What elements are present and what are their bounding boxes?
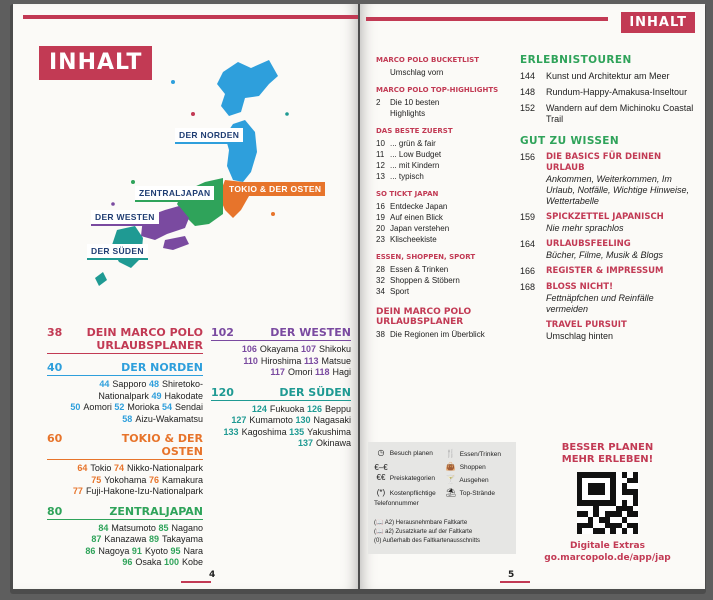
toc-column-right bbox=[520, 54, 695, 347]
toc-section bbox=[47, 361, 203, 425]
toc-page-number: 75 bbox=[91, 474, 102, 485]
toc-item-label: ... mit Kindern bbox=[390, 161, 440, 170]
toc-page-number: 100 bbox=[163, 557, 179, 567]
toc-page-number: 16 bbox=[376, 202, 385, 211]
toc-line bbox=[211, 404, 351, 416]
legend-row bbox=[444, 487, 510, 500]
toc-place: Nara bbox=[183, 545, 203, 556]
toc-place: Yakushima bbox=[307, 426, 351, 437]
toc-item-label: Highlights bbox=[390, 109, 426, 118]
toc-page-number: 86 bbox=[85, 545, 96, 556]
toc-place: Matsue bbox=[321, 355, 351, 366]
toc-section bbox=[47, 505, 203, 569]
toc-line bbox=[47, 379, 203, 391]
toc-page-number: 44 bbox=[99, 379, 110, 389]
promo-headline: BESSER PLANEN bbox=[561, 442, 654, 453]
info-desc: Nie mehr sprachlos bbox=[546, 223, 624, 233]
toc-page-number: 117 bbox=[270, 367, 285, 377]
toc-section-heading bbox=[211, 326, 351, 341]
toc-page-number: 32 bbox=[376, 276, 385, 285]
toc-section-heading bbox=[47, 361, 203, 376]
toc-page-number: 159 bbox=[520, 212, 536, 222]
toc-page-number: 20 bbox=[376, 224, 385, 233]
page-title: INHALT bbox=[39, 46, 152, 80]
toc-heading: SO TICKT JAPAN bbox=[376, 190, 439, 198]
toc-place: Fukuoka bbox=[269, 403, 305, 414]
erlebnistouren-heading: ERLEBNISTOUREN bbox=[520, 54, 632, 66]
top-rule bbox=[366, 17, 608, 21]
toc-place: Beppu bbox=[324, 403, 351, 414]
info-desc: Umschlag hinten bbox=[546, 331, 614, 341]
legend-label: Ausgehen bbox=[457, 477, 489, 484]
toc-line bbox=[47, 534, 203, 546]
info-desc: Bücher, Filme, Musik & Blogs bbox=[546, 250, 664, 260]
toc-item bbox=[376, 286, 506, 297]
map-label-osten: TOKIO & DER OSTEN bbox=[225, 182, 325, 196]
toc-item-label: Auf einen Blick bbox=[390, 213, 443, 222]
toc-page-number: 76 bbox=[148, 474, 159, 485]
info-text bbox=[546, 282, 695, 315]
tour-item bbox=[520, 71, 695, 82]
legend-symbol: €–€€€ bbox=[374, 463, 388, 482]
page-number: 4 bbox=[209, 570, 216, 580]
promo-footer-label: Digitale Extras bbox=[570, 541, 645, 551]
legend-symbol: (*) bbox=[376, 488, 386, 497]
toc-item bbox=[376, 171, 506, 182]
toc-page-number: 74 bbox=[113, 463, 124, 473]
toc-page-number: 148 bbox=[520, 87, 536, 97]
toc-line bbox=[47, 463, 203, 475]
toc-line bbox=[47, 546, 203, 558]
toc-page-number: 164 bbox=[520, 239, 536, 249]
toc-page-number: 23 bbox=[376, 235, 385, 244]
toc-page-number: 34 bbox=[376, 287, 385, 296]
toc-item bbox=[376, 223, 506, 234]
toc-item bbox=[376, 97, 506, 108]
toc-page-number: 133 bbox=[223, 426, 239, 437]
page-number-rule bbox=[181, 581, 211, 583]
legend-symbol: ⛱ bbox=[445, 488, 456, 497]
toc-page-number: 166 bbox=[520, 266, 536, 276]
info-text bbox=[546, 152, 695, 207]
toc-section-heading bbox=[47, 505, 203, 520]
toc-page-number: 50 bbox=[70, 402, 81, 412]
toc-item-label: ... Low Budget bbox=[390, 150, 442, 159]
toc-page-number bbox=[520, 320, 546, 342]
toc-place: Tokio bbox=[90, 463, 112, 473]
toc-section-items bbox=[211, 404, 351, 450]
legend-label: Essen/Trinken bbox=[457, 451, 502, 458]
toc-place: Kyoto bbox=[144, 545, 168, 556]
info-title: BLOSS NICHT! bbox=[546, 282, 613, 292]
toc-place: Hakodate bbox=[164, 390, 203, 401]
book-spread bbox=[10, 4, 706, 594]
toc-item bbox=[376, 212, 506, 223]
toc-item bbox=[376, 275, 506, 286]
toc-section-page: 102 bbox=[211, 326, 234, 339]
toc-page-number: 84 bbox=[98, 522, 109, 533]
toc-page-number: 96 bbox=[122, 557, 133, 567]
toc-item bbox=[376, 67, 506, 78]
legend-map-reference: (0) Außerhalb des Faltkartenausschnitts bbox=[374, 538, 481, 544]
toc-heading: DAS BESTE ZUERST bbox=[376, 127, 453, 135]
info-title: URLAUBSFEELING bbox=[546, 239, 631, 249]
toc-line bbox=[211, 356, 351, 368]
legend-map-reference: (📖 A2) Herausnehmbare Faltkarte bbox=[374, 520, 468, 526]
toc-heading: MARCO POLO TOP-HIGHLIGHTS bbox=[376, 86, 499, 94]
map-region-shikoku bbox=[163, 236, 189, 250]
toc-section-heading bbox=[211, 386, 351, 401]
toc-page-number: 10 bbox=[376, 139, 385, 148]
toc-page-number: 152 bbox=[520, 103, 536, 113]
legend-map-reference: (📖 a2) Zusatzkarte auf der Faltkarte bbox=[374, 529, 473, 535]
toc-place: Shiretoko- bbox=[161, 379, 203, 389]
legend-symbol: ◷ bbox=[377, 448, 385, 457]
toc-place: Kumamoto bbox=[249, 415, 293, 425]
toc-place: Yokohama bbox=[104, 474, 147, 485]
toc-place: Takayama bbox=[161, 534, 203, 544]
page-number: 5 bbox=[508, 570, 515, 580]
toc-page-number: 87 bbox=[91, 534, 102, 544]
toc-line bbox=[211, 427, 351, 439]
legend-label: Kostenpflichtige Telefonnummer bbox=[374, 490, 436, 507]
toc-section-title: DER NORDEN bbox=[121, 361, 203, 374]
toc-line bbox=[211, 438, 351, 450]
toc-place: Nikko-Nationalpark bbox=[126, 463, 203, 473]
toc-section-items bbox=[47, 379, 203, 425]
toc-section-items bbox=[47, 523, 203, 569]
legend-label: Besuch planen bbox=[388, 450, 433, 457]
toc-page-number: 52 bbox=[114, 402, 125, 412]
info-item bbox=[520, 266, 695, 277]
tour-title: Wandern auf dem Michinoku Coastal Trail bbox=[546, 103, 694, 124]
info-item bbox=[520, 239, 695, 261]
legend-row bbox=[374, 463, 444, 484]
toc-item-label: Japan verstehen bbox=[390, 224, 450, 233]
toc-item bbox=[376, 160, 506, 171]
toc-place: Okinawa bbox=[315, 438, 351, 448]
info-item bbox=[520, 320, 695, 342]
toc-column-left bbox=[376, 56, 506, 340]
toc-heading: MARCO POLO BUCKETLIST bbox=[376, 56, 479, 64]
qr-code[interactable] bbox=[577, 472, 639, 534]
info-title: TRAVEL PURSUIT bbox=[546, 320, 627, 330]
toc-place: Nationalpark bbox=[98, 390, 149, 401]
toc-place: Nagasaki bbox=[313, 415, 351, 425]
toc-item-label: Essen & Trinken bbox=[390, 265, 449, 274]
toc-page-number: 110 bbox=[243, 355, 258, 366]
toc-place: Morioka bbox=[127, 402, 160, 412]
legend-row bbox=[374, 448, 444, 459]
toc-place: Aomori bbox=[83, 402, 112, 412]
toc-place: Aizu-Wakamatsu bbox=[135, 413, 203, 424]
toc-item bbox=[376, 149, 506, 160]
digital-extras-promo bbox=[520, 442, 695, 564]
map-label-westen: DER WESTEN bbox=[91, 210, 159, 226]
info-text bbox=[546, 266, 664, 277]
toc-column-right bbox=[211, 326, 351, 457]
toc-page-number: 49 bbox=[151, 390, 162, 401]
toc-section-page: 80 bbox=[47, 504, 63, 518]
toc-line bbox=[47, 523, 203, 535]
toc-page-number: 48 bbox=[148, 379, 159, 389]
toc-place: Matsumoto bbox=[111, 522, 156, 533]
toc-place: Kagoshima bbox=[241, 426, 287, 437]
toc-item bbox=[376, 108, 506, 119]
toc-place: Kanazawa bbox=[104, 534, 147, 544]
toc-item-label: Shoppen & Stöbern bbox=[390, 276, 460, 285]
toc-item-label: Umschlag vorn bbox=[390, 68, 444, 77]
toc-item-label: Entdecke Japan bbox=[390, 202, 448, 211]
toc-line bbox=[47, 475, 203, 487]
toc-line bbox=[47, 414, 203, 426]
toc-page-number: 12 bbox=[376, 161, 385, 170]
toc-section-items bbox=[47, 463, 203, 498]
toc-section bbox=[47, 432, 203, 498]
toc-section-title: DER WESTEN bbox=[270, 326, 351, 339]
legend-label: Preiskategorien bbox=[388, 475, 435, 482]
toc-page-number: 156 bbox=[520, 152, 536, 162]
toc-page-number: 54 bbox=[161, 402, 172, 412]
toc-item bbox=[376, 138, 506, 149]
toc-place: Nagano bbox=[171, 522, 203, 533]
toc-place: Nagoya bbox=[98, 545, 130, 556]
promo-headline: MEHR ERLEBEN! bbox=[561, 454, 654, 465]
legend-symbol: 🍴 bbox=[445, 449, 456, 458]
legend-row bbox=[444, 474, 510, 487]
legend-symbol: 🍸 bbox=[445, 475, 456, 484]
legend-label: Shoppen bbox=[457, 464, 486, 471]
promo-url[interactable]: go.marcopolo.de/app/jap bbox=[544, 553, 671, 563]
right-page bbox=[360, 4, 705, 589]
toc-item bbox=[376, 329, 506, 340]
toc-page-number: 135 bbox=[289, 426, 305, 437]
toc-item-label: ... typisch bbox=[390, 172, 424, 181]
map-label-sueden: DER SÜDEN bbox=[87, 244, 148, 260]
toc-section-title: TOKIO & DER OSTEN bbox=[121, 432, 203, 458]
toc-place: Omori bbox=[287, 367, 313, 377]
toc-line bbox=[211, 367, 351, 379]
toc-page-number: 168 bbox=[520, 282, 536, 292]
toc-page-number: 127 bbox=[231, 415, 247, 425]
toc-place: Kobe bbox=[181, 557, 203, 567]
legend-row bbox=[444, 461, 510, 474]
toc-section bbox=[47, 326, 203, 354]
toc-page-number: 38 bbox=[376, 330, 385, 339]
toc-page-number: 77 bbox=[72, 486, 83, 496]
info-text bbox=[546, 212, 664, 234]
info-title: SPICKZETTEL JAPANISCH bbox=[546, 212, 664, 222]
toc-page-number: 113 bbox=[303, 355, 319, 366]
toc-section-title: ZENTRALJAPAN bbox=[109, 504, 203, 518]
toc-section bbox=[211, 386, 351, 450]
info-desc: Ankommen, Weiterkommen, Im Urlaub, Notfälle, Wichtige Hinweise, Wettertabelle bbox=[546, 174, 689, 206]
toc-place: Kamakura bbox=[161, 474, 203, 485]
toc-page-number: 11 bbox=[376, 150, 385, 159]
legend-label: Top-Strände bbox=[457, 490, 495, 497]
toc-heading: DEIN MARCO POLO URLAUBSPLANER bbox=[376, 307, 472, 327]
toc-place: Hiroshima bbox=[260, 355, 302, 366]
toc-line bbox=[47, 391, 203, 403]
toc-page-number: 19 bbox=[376, 213, 385, 222]
toc-item-label: ... grün & fair bbox=[390, 139, 436, 148]
toc-page-number bbox=[376, 67, 390, 78]
toc-column-left bbox=[47, 326, 203, 576]
toc-page-number: 130 bbox=[295, 415, 311, 425]
toc-item-label: Die 10 besten bbox=[390, 98, 440, 107]
toc-page-number: 107 bbox=[300, 344, 316, 354]
toc-section-page: 40 bbox=[47, 361, 63, 374]
toc-section-title: DER SÜDEN bbox=[279, 385, 351, 399]
toc-section-page: 120 bbox=[211, 385, 234, 399]
top-rule bbox=[23, 15, 358, 19]
toc-page-number: 85 bbox=[158, 522, 169, 533]
toc-section-page: 38 bbox=[47, 326, 63, 339]
info-title: REGISTER & IMPRESSUM bbox=[546, 266, 664, 276]
toc-place: Hagi bbox=[332, 367, 351, 377]
gut-zu-wissen-heading: GUT ZU WISSEN bbox=[520, 135, 620, 147]
legend-symbol: 👜 bbox=[445, 462, 456, 471]
toc-place: Sapporo bbox=[112, 379, 147, 389]
toc-line bbox=[47, 486, 203, 498]
tour-item bbox=[520, 87, 695, 98]
toc-item-label: Sport bbox=[390, 287, 410, 296]
toc-page-number bbox=[376, 108, 390, 119]
info-item bbox=[520, 282, 695, 315]
toc-page-number: 58 bbox=[122, 413, 133, 424]
info-title: DIE BASICS FÜR DEINEN URLAUB bbox=[546, 152, 662, 173]
toc-page-number: 2 bbox=[376, 98, 381, 107]
page-header: INHALT bbox=[621, 12, 695, 33]
toc-place: Shikoku bbox=[318, 344, 351, 354]
toc-section-heading bbox=[47, 432, 203, 460]
toc-line bbox=[211, 415, 351, 427]
tour-title: Kunst und Architektur am Meer bbox=[546, 71, 670, 81]
toc-section-title: DEIN MARCO POLO URLAUBSPLANER bbox=[86, 326, 203, 352]
info-item bbox=[520, 152, 695, 207]
info-text bbox=[546, 239, 663, 261]
toc-item-label: Klischeekiste bbox=[390, 235, 437, 244]
map-region-norden-hokkaido bbox=[217, 60, 278, 116]
toc-heading: ESSEN, SHOPPEN, SPORT bbox=[376, 253, 476, 261]
toc-place: Osaka bbox=[135, 557, 162, 567]
toc-section-items bbox=[211, 344, 351, 379]
toc-section-heading bbox=[47, 326, 203, 354]
toc-page-number: 124 bbox=[251, 403, 267, 414]
toc-line bbox=[47, 557, 203, 569]
toc-item bbox=[376, 264, 506, 275]
toc-page-number: 144 bbox=[520, 71, 536, 81]
map-region-okinawa bbox=[95, 272, 107, 286]
left-page bbox=[13, 4, 358, 589]
toc-line bbox=[211, 344, 351, 356]
toc-place: Sendai bbox=[174, 402, 203, 412]
toc-page-number: 64 bbox=[77, 463, 88, 473]
toc-page-number: 95 bbox=[170, 545, 181, 556]
toc-page-number: 91 bbox=[131, 545, 142, 556]
info-text bbox=[546, 320, 627, 342]
toc-page-number: 126 bbox=[306, 403, 322, 414]
legend-row bbox=[374, 488, 444, 509]
map-label-zentral: ZENTRALJAPAN bbox=[135, 186, 214, 202]
toc-item bbox=[376, 234, 506, 245]
toc-page-number: 137 bbox=[297, 438, 313, 448]
toc-page-number: 28 bbox=[376, 265, 385, 274]
legend-row bbox=[444, 448, 510, 461]
tour-title: Rundum-Happy-Amakusa-Inseltour bbox=[546, 87, 688, 97]
toc-page-number: 13 bbox=[376, 172, 385, 181]
toc-page-number: 118 bbox=[314, 367, 330, 377]
toc-page-number: 106 bbox=[241, 344, 257, 354]
tour-item bbox=[520, 103, 695, 125]
page-number-rule bbox=[500, 581, 530, 583]
toc-page-number: 89 bbox=[148, 534, 159, 544]
map-label-norden: DER NORDEN bbox=[175, 128, 243, 144]
toc-section bbox=[211, 326, 351, 379]
info-desc: Fettnäpfchen und Reinfälle vermeiden bbox=[546, 293, 654, 314]
toc-place: Fuji-Hakone-Izu-Nationalpark bbox=[85, 486, 203, 496]
toc-section-page: 60 bbox=[47, 432, 63, 445]
toc-item bbox=[376, 201, 506, 212]
toc-place: Okayama bbox=[259, 344, 299, 354]
symbol-legend bbox=[368, 442, 516, 554]
toc-line bbox=[47, 402, 203, 414]
info-item bbox=[520, 212, 695, 234]
toc-item-label: Die Regionen im Überblick bbox=[390, 330, 485, 339]
